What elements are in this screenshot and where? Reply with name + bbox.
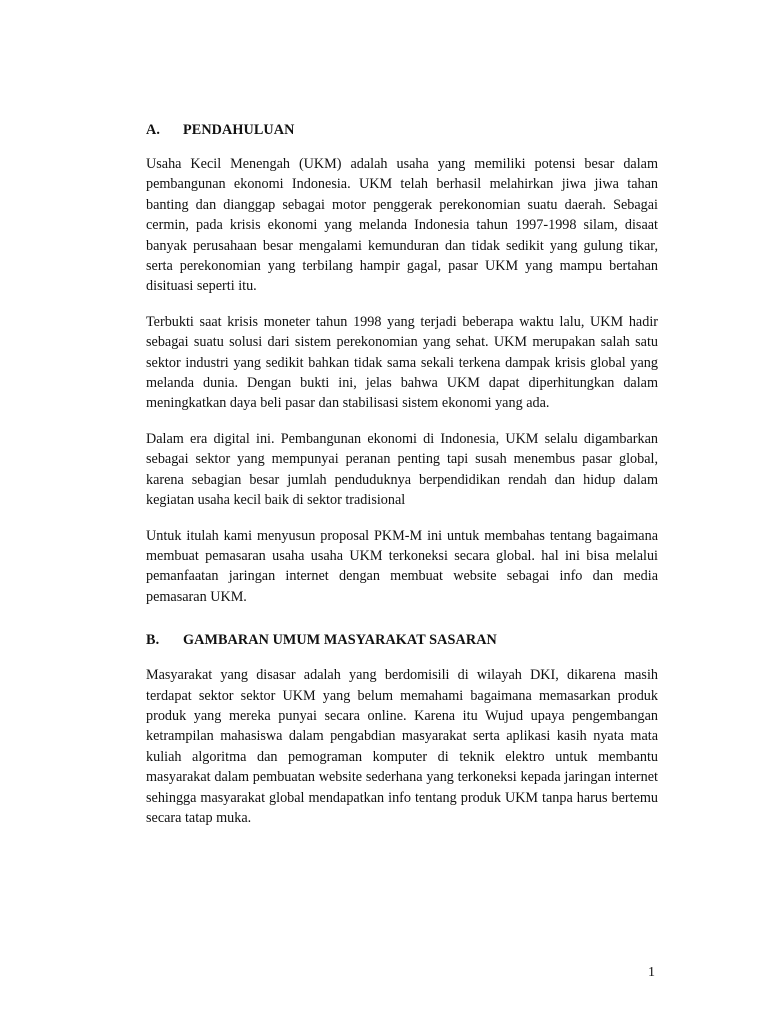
- section-a-paragraph-3: Dalam era digital ini. Pembangunan ekonomi di Indonesia, UKM selalu digambarkan sebagai sektor yang mempunyai peranan penting tapi susah menembus pasar global, karena sebagian besar jumlah penduduknya berpendidikan rendah dan hidup dalam kegiatan usaha kecil baik di sektor tradisional: [146, 430, 658, 509]
- section-b-title: GAMBARAN UMUM MASYARAKAT SASARAN: [183, 632, 497, 649]
- section-a-number: A.: [146, 122, 160, 138]
- section-b-heading: [146, 630, 658, 650]
- page-content: [146, 120, 658, 828]
- section-a-paragraph-4: Untuk itulah kami menyusun proposal PKM-M ini untuk membahas tentang bagaimana membuat pemasaran usaha usaha UKM terkoneksi secara global. hal ini bisa melalui pemanfaatan jaringan internet dengan membuat website sebagai info dan media pemasaran UKM.: [146, 527, 658, 605]
- section-b-paragraph-1: Masyarakat yang disasar adalah yang berdomisili di wilayah DKI, dikarena masih terdapat sektor sektor UKM yang belum memahami bagaimana memasarkan produk produk yang mereka punyai secara online. Karena itu Wujud upaya pengembangan ketrampilan mahasiswa dalam pengabdian masyarakat serta aplikasi kasih nyata mata kuliah algoritma dan pemograman komputer di teknik elektro untuk membantu masyarakat dalam pembuatan website sederhana yang terkoneksi kepada jaringan internet sehingga masyarakat global mendapatkan info tentang produk UKM tanpa harus bertemu secara tatap muka.: [146, 667, 658, 826]
- section-a-title: PENDAHULUAN: [183, 122, 295, 138]
- section-b-number: B.: [146, 632, 160, 649]
- section-a-paragraph-1: Usaha Kecil Menengah (UKM) adalah usaha yang memiliki potensi besar dalam pembangunan ekonomi Indonesia. UKM telah berhasil melahirkan jiwa jiwa tahan banting dan dianggap sebagai motor penggerak perekonomian suatu daerah. Sebagai cermin, pada krisis ekonomi yang melanda Indonesia tahun 1997-1998 silam, disaat banyak perusahaan besar mengalami kemunduran dan tidak sedikit yang gulung tikar, serta perekonomian yang terbilang hampir gagal, pasar UKM yang mampu bertahan disituasi seperti itu.: [146, 156, 658, 295]
- page-number: 1: [648, 965, 655, 980]
- section-a-heading: [146, 120, 658, 140]
- section-a-paragraph-2: Terbukti saat krisis moneter tahun 1998 yang terjadi beberapa waktu lalu, UKM hadir sebagai suatu solusi dari sistem perekonomian yang sehat. UKM merupakan salah satu sektor industri yang sedikit bahkan tidak sama sekali terkena dampak krisis global yang melanda dunia. Dengan bukti ini, jelas bahwa UKM dapat diperhitungkan dalam meningkatkan daya beli pasar dan stabilisasi sistem ekonomi yang ada.: [146, 313, 658, 412]
